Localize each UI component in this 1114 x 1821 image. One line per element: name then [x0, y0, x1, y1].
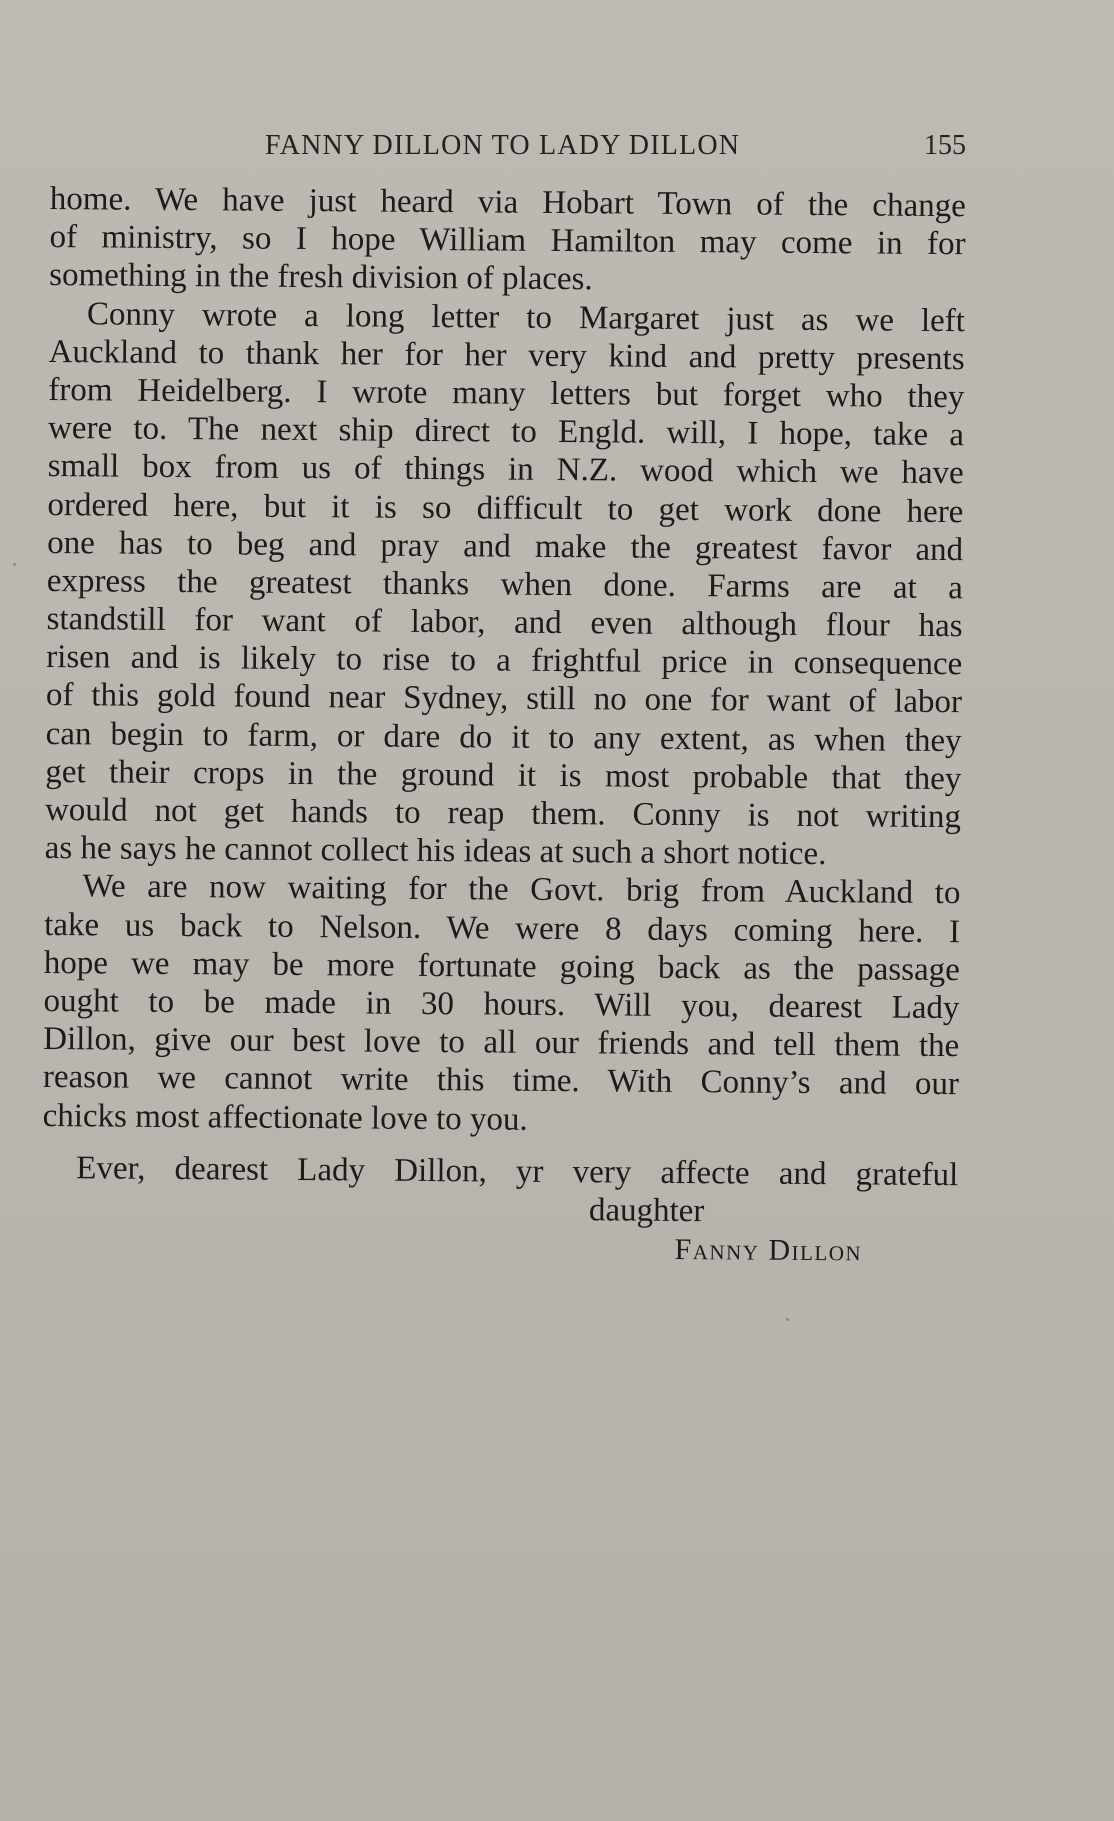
text-line: get their crops in the ground it is most probable that they: [45, 753, 962, 797]
paragraph-3: [43, 867, 961, 1141]
text-line: risen and is likely to rise to a frightful price in consequence: [46, 639, 963, 683]
text-line: We are now waiting for the Govt. brig from Auckland to: [82, 868, 961, 912]
paper-speck: [13, 563, 16, 566]
text-line: standstill for want of labor, and even although flour has: [46, 601, 963, 645]
text-line: home. We have just heard via Hobart Town of the change: [49, 180, 966, 225]
paragraph-2: [45, 295, 965, 875]
paragraph-1: [49, 180, 966, 302]
running-title: FANNY DILLON TO LADY DILLON: [265, 130, 741, 161]
text-line: of this gold found near Sydney, still no one for want of labor: [45, 677, 963, 721]
text-line: reason we cannot write this time. With Conny’s and our: [42, 1059, 960, 1103]
text-line: chicks most affectionate love to you.: [42, 1097, 528, 1138]
text-line: ought to be made in 30 hours. Will you, dearest Lady: [43, 982, 960, 1027]
valediction-continuation: daughter: [588, 1192, 705, 1230]
paper-speck: [786, 1318, 789, 1321]
text-line: would not get hands to reap them. Conny is not writing: [44, 791, 962, 836]
text-line: were to. The next ship direct to Engld. will, I hope, take a: [47, 410, 965, 454]
text-line: of ministry, so I hope William Hamilton may come in for: [49, 219, 966, 263]
text-line: Auckland to thank her for her very kind and pretty presents: [48, 333, 965, 377]
text-line: can begin to farm, or dare do it to any extent, as when they: [45, 715, 962, 759]
text-line: as he says he cannot collect his ideas at such a short notice.: [44, 830, 827, 873]
text-line: ordered here, but it is so difficult to get work done here: [47, 486, 964, 530]
signature: Fanny Dillon: [674, 1233, 863, 1268]
letter-closing: [41, 1149, 958, 1273]
text-line: Dillon, give our best love to all our friends and tell them the: [43, 1021, 960, 1065]
running-head: [50, 130, 966, 170]
text-line: Conny wrote a long letter to Margaret just as we left: [86, 295, 966, 339]
valediction: Ever, dearest Lady Dillon, yr very affecte and grateful: [76, 1149, 959, 1193]
text-line: something in the fresh division of places.: [49, 257, 593, 298]
text-line: hope we may be more fortunate going back as the passage: [43, 944, 960, 988]
text-line: express the greatest thanks when done. Farms are at a: [46, 562, 963, 607]
text-line: take us back to Nelson. We were 8 days coming here. I: [44, 906, 961, 950]
text-line: small box from us of things in N.Z. wood which we have: [47, 448, 964, 492]
text-line: from Heidelberg. I wrote many letters but forget who they: [48, 371, 965, 416]
letter-body: [41, 180, 965, 1272]
page-number: 155: [924, 130, 966, 161]
text-line: one has to beg and pray and make the greatest favor and: [47, 524, 964, 568]
